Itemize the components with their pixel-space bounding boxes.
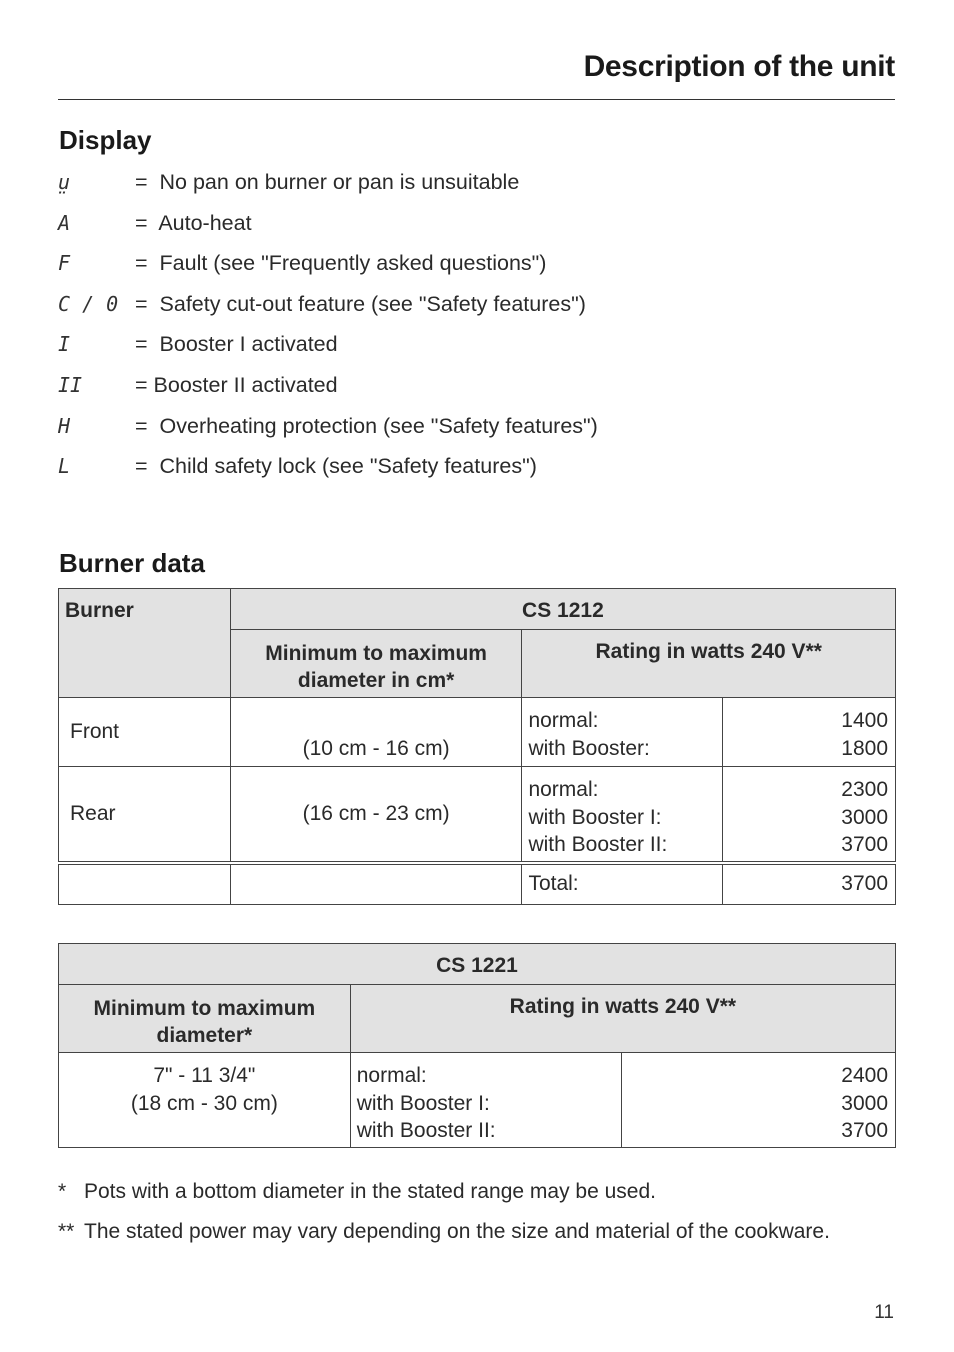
display-item bbox=[58, 450, 895, 491]
diameter-value: 7" - 11 3/4" (18 cm - 30 cm) bbox=[59, 1053, 351, 1148]
display-item bbox=[58, 288, 895, 329]
model-header: CS 1221 bbox=[59, 944, 896, 985]
rating-values: 2400 3000 3700 bbox=[622, 1053, 896, 1148]
burner-table-cs1212 bbox=[58, 588, 896, 905]
total-row bbox=[59, 863, 896, 905]
display-description: = Booster I activated bbox=[135, 332, 338, 357]
display-symbol: A bbox=[58, 210, 71, 235]
page-title: Description of the unit bbox=[583, 50, 895, 83]
burner-data-heading: Burner data bbox=[59, 548, 205, 578]
display-item bbox=[58, 207, 895, 248]
display-description: = Overheating protection (see "Safety features") bbox=[135, 413, 598, 438]
footnote-mark: ** bbox=[58, 1220, 75, 1243]
display-symbol: II bbox=[58, 372, 83, 397]
rating-column-header: Rating in watts 240 V** bbox=[522, 630, 896, 698]
empty-cell bbox=[230, 863, 522, 905]
diameter-value: (16 cm - 23 cm) bbox=[230, 767, 522, 863]
footnote bbox=[58, 1218, 895, 1245]
total-label: Total: bbox=[522, 863, 723, 905]
rating-labels: normal: with Booster I: with Booster II: bbox=[350, 1053, 622, 1148]
display-description: = Fault (see "Frequently asked questions") bbox=[135, 251, 547, 276]
footnote bbox=[58, 1178, 895, 1205]
footnote-text: The stated power may vary depending on the size and material of the cookware. bbox=[84, 1220, 830, 1243]
display-symbol-list bbox=[58, 166, 895, 491]
diameter-value: (10 cm - 16 cm) bbox=[230, 698, 522, 767]
title-divider bbox=[58, 99, 895, 100]
diameter-column-header: Minimum to maximum diameter* bbox=[59, 985, 351, 1053]
burner-name: Front bbox=[59, 698, 231, 767]
footnotes bbox=[58, 1178, 895, 1258]
rating-labels: normal: with Booster: bbox=[522, 698, 723, 767]
model-header: CS 1212 bbox=[230, 589, 895, 630]
display-symbol: L bbox=[58, 454, 71, 479]
display-description: = Auto-heat bbox=[135, 210, 252, 235]
page-number: 11 bbox=[874, 1302, 894, 1323]
rating-values: 1400 1800 bbox=[723, 698, 896, 767]
display-symbol: ṳ bbox=[58, 170, 71, 194]
display-item bbox=[58, 410, 895, 451]
empty-cell bbox=[59, 863, 231, 905]
display-description: = Booster II activated bbox=[135, 372, 338, 397]
rating-labels: normal: with Booster I: with Booster II: bbox=[522, 767, 723, 863]
display-symbol: C / 0 bbox=[58, 291, 119, 316]
footnote-text: Pots with a bottom diameter in the stated range may be used. bbox=[84, 1180, 656, 1203]
total-value: 3700 bbox=[723, 863, 896, 905]
display-symbol: F bbox=[58, 251, 71, 276]
table-row bbox=[59, 698, 896, 767]
burner-table-cs1221 bbox=[58, 943, 896, 1148]
display-item bbox=[58, 328, 895, 369]
table-row bbox=[59, 767, 896, 863]
display-description: = Child safety lock (see "Safety features") bbox=[135, 454, 537, 479]
display-description: = No pan on burner or pan is unsuitable bbox=[135, 170, 520, 194]
burner-name: Rear bbox=[59, 767, 231, 863]
display-heading: Display bbox=[59, 125, 152, 155]
burner-column-header: Burner bbox=[59, 589, 231, 698]
display-description: = Safety cut-out feature (see "Safety features") bbox=[135, 291, 586, 316]
rating-values: 2300 3000 3700 bbox=[723, 767, 896, 863]
diameter-column-header: Minimum to maximum diameter in cm* bbox=[230, 630, 522, 698]
display-item bbox=[58, 369, 895, 410]
table-row bbox=[59, 1053, 896, 1148]
display-item bbox=[58, 166, 895, 207]
display-symbol: I bbox=[58, 332, 71, 357]
display-symbol: H bbox=[58, 413, 71, 438]
rating-column-header: Rating in watts 240 V** bbox=[350, 985, 895, 1053]
footnote-mark: * bbox=[58, 1180, 67, 1203]
display-item bbox=[58, 247, 895, 288]
